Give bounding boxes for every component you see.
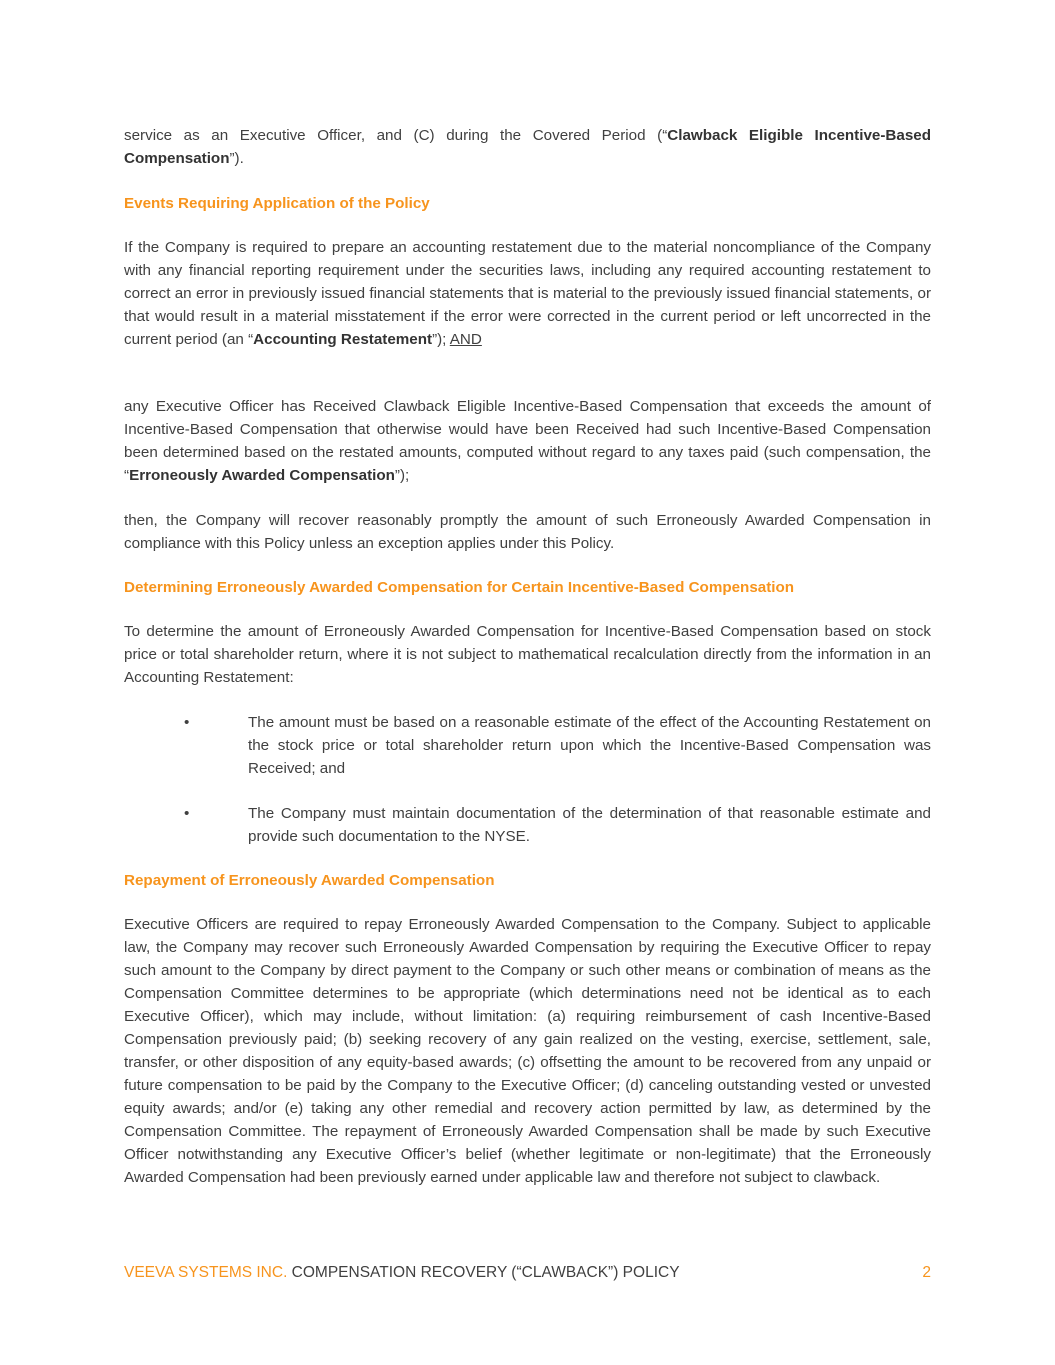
text: any Executive Officer has Received Clawback Eligible Incentive-Based Compensation that exceeds the amount of Incentive-Based Compensation that otherwise would have been Received had such Incentive-Based Compensation been determined based on the restated amounts, computed without regard to any taxes paid (such compensation, the “: [124, 398, 931, 484]
text: ”).: [229, 150, 244, 167]
text: If the Company is required to prepare an accounting restatement due to the material noncompliance of the Company with any financial reporting requirement under the securities laws, including any required accounting restatement to correct an error in previously issued financial statements that is material to the previously issued financial statements, or that would result in a material misstatement if the error were corrected in the current period or left uncorrected in the current period (an “: [124, 239, 931, 348]
paragraph-covered-period: [124, 124, 931, 170]
bullet-item: [124, 802, 931, 848]
text: ”);: [394, 467, 410, 484]
defined-term: Clawback Eligible Incentive-Based Compensation: [124, 127, 931, 167]
bullet-text: The amount must be based on a reasonable estimate of the effect of the Accounting Restatement on the stock price or total shareholder return upon which the Incentive-Based Compensation was Received; and: [248, 714, 931, 777]
paragraph-restatement: [124, 236, 931, 351]
section-heading-events: Events Requiring Application of the Policy: [124, 195, 430, 212]
paragraph-recovery: then, the Company will recover reasonably promptly the amount of such Erroneously Awarded Compensation in compliance with this Policy unless an exception applies under this Policy.: [124, 512, 931, 552]
bullet-item: [124, 711, 931, 780]
bullet-text: The Company must maintain documentation of the determination of that reasonable estimate and provide such documentation to the NYSE.: [248, 805, 931, 845]
paragraph-excess-compensation: [124, 395, 931, 487]
paragraph-repayment: Executive Officers are required to repay Erroneously Awarded Compensation to the Company. Subject to applicable law, the Company may recover such Erroneously Awarded Compensation by requiring the Executive Officer to repay such amount to the Company by direct payment to the Company or such other means or combination of means as the Compensation Committee determines to be appropriate (which determinations need not be identical as to each Executive Officer), which may include, without limitation: (a) requiring reimbursement of cash Incentive-Based Compensation previously paid; (b) seeking recovery of any gain realized on the vesting, exercise, settlement, sale, transfer, or other disposition of any equity-based awards; (c) offsetting the amount to be recovered from any unpaid or future compensation to be paid by the Company to the Executive Officer; (d) canceling outstanding vested or unvested equity awards; and/or (e) taking any other remedial and recovery action permitted by law, as determined by the Compensation Committee. The repayment of Erroneously Awarded Compensation shall be made by such Executive Officer notwithstanding any Executive Officer’s belief (whether legitimate or non-legitimate) that the Erroneously Awarded Compensation had been previously earned under applicable law and therefore not subject to clawback.: [124, 916, 931, 1186]
paragraph-stock-price: To determine the amount of Erroneously Awarded Compensation for Incentive-Based Compensation based on stock price or total shareholder return, where it is not subject to mathematical recalculation directly from the information in an Accounting Restatement:: [124, 623, 931, 686]
footer-company: VEEVA SYSTEMS INC.: [124, 1264, 288, 1281]
page-footer: [124, 1262, 931, 1284]
section-heading-determining: Determining Erroneously Awarded Compensation for Certain Incentive-Based Compensation: [124, 579, 795, 596]
bullet-icon: •: [184, 714, 190, 731]
text: ”);: [432, 331, 450, 348]
defined-term: Accounting Restatement: [253, 331, 433, 348]
text: service as an Executive Officer, and (C) during the Covered Period (“: [124, 127, 668, 144]
defined-term: Erroneously Awarded Compensation: [129, 467, 395, 484]
page-number: 2: [922, 1264, 931, 1281]
underlined-and: AND: [449, 331, 482, 348]
section-heading-repayment: Repayment of Erroneously Awarded Compensation: [124, 872, 495, 889]
bullet-icon: •: [184, 805, 190, 822]
footer-title: COMPENSATION RECOVERY (“CLAWBACK”) POLICY: [287, 1264, 680, 1281]
